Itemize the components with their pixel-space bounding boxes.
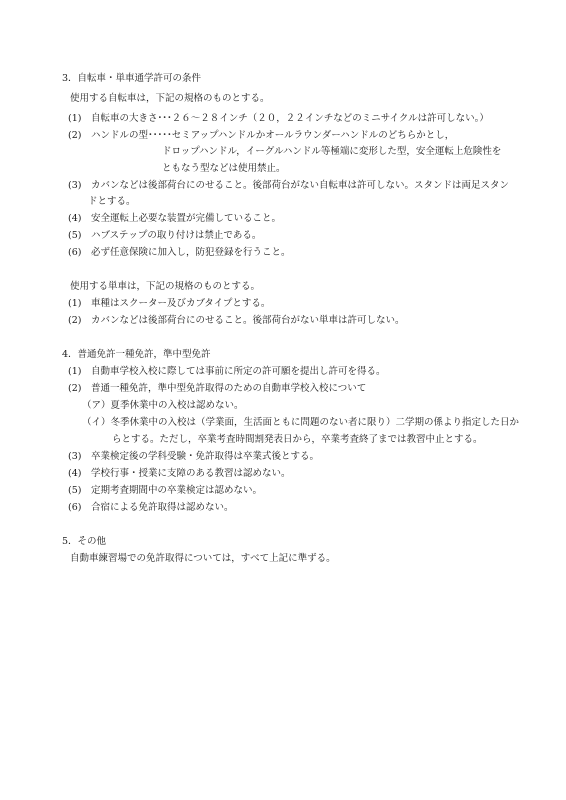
bicycle-item-6: (6) 必ず任意保険に加入し，防犯登録を行うこと。 <box>68 247 291 258</box>
section5-heading: 5．その他 <box>62 536 107 547</box>
bicycle-item-2-cont-2: ともなう型などは使用禁止。 <box>162 163 286 174</box>
motorbike-item-1: (1) 車種はスクーター及びカブタイプとする。 <box>68 298 271 309</box>
license-item-6: (6) 合宿による免許取得は認めない。 <box>68 502 234 513</box>
bicycle-item-2: (2) ハンドルの型･････セミアップハンドルかオールラウンダーハンドルのどちらかとし， <box>68 130 455 141</box>
license-item-2: (2) 普通一種免許，準中型免許取得のための自動車学校入校について <box>68 383 367 394</box>
license-item-5: (5) 定期考査期間中の卒業検定は認めない。 <box>68 485 262 496</box>
bicycle-item-1: (1) 自転車の大きさ･･･２６～２８インチ（２０，２２インチなどのミニサイクルは許可しない。） <box>68 113 489 124</box>
license-item-1: (1) 自動車学校入校に際しては事前に所定の許可願を提出し許可を得る。 <box>68 366 386 377</box>
bicycle-item-2-cont-1: ドロップハンドル，イーグルハンドル等極端に変形した型，安全運転上危険性を <box>162 146 502 157</box>
license-item-2b: （イ）冬季休業中の入校は（学業面，生活面ともに問題のない者に限り）二学期の係より指定した日か <box>82 417 520 428</box>
bicycle-item-3-cont: ドとする。 <box>88 196 136 207</box>
license-item-2b-cont: らとする。ただし，卒業考査時間割発表日から，卒業考査終了までは教習中止とする。 <box>112 434 483 445</box>
license-item-4: (4) 学校行事・授業に支障のある教習は認めない。 <box>68 468 291 479</box>
license-item-2a: （ア）夏季休業中の入校は認めない。 <box>82 400 244 411</box>
motorbike-item-2: (2) カバンなどは後部荷台にのせること。後部荷台がない単車は許可しない。 <box>68 315 405 326</box>
motorbike-intro: 使用する単車は，下記の規格のものとする。 <box>70 281 261 292</box>
section4-heading: 4．普通免許一種免許，準中型免許 <box>62 349 211 360</box>
bicycle-item-4: (4) 安全運転上必要な装置が完備していること。 <box>68 213 281 224</box>
bicycle-item-3: (3) カバンなどは後部荷台にのせること。後部荷台がない自転車は許可しない。スタンドは両足スタン <box>68 180 509 191</box>
section3-heading: 3．自転車・単車通学許可の条件 <box>62 73 202 84</box>
section5-body: 自動車練習場での免許取得については，すべて上記に準ずる。 <box>70 553 336 564</box>
bicycle-intro: 使用する自転車は，下記の規格のものとする。 <box>70 93 270 104</box>
license-item-3: (3) 卒業検定後の学科受験・免許取得は卒業式後とする。 <box>68 451 319 462</box>
bicycle-item-5: (5) ハブステップの取り付けは禁止である。 <box>68 230 262 241</box>
